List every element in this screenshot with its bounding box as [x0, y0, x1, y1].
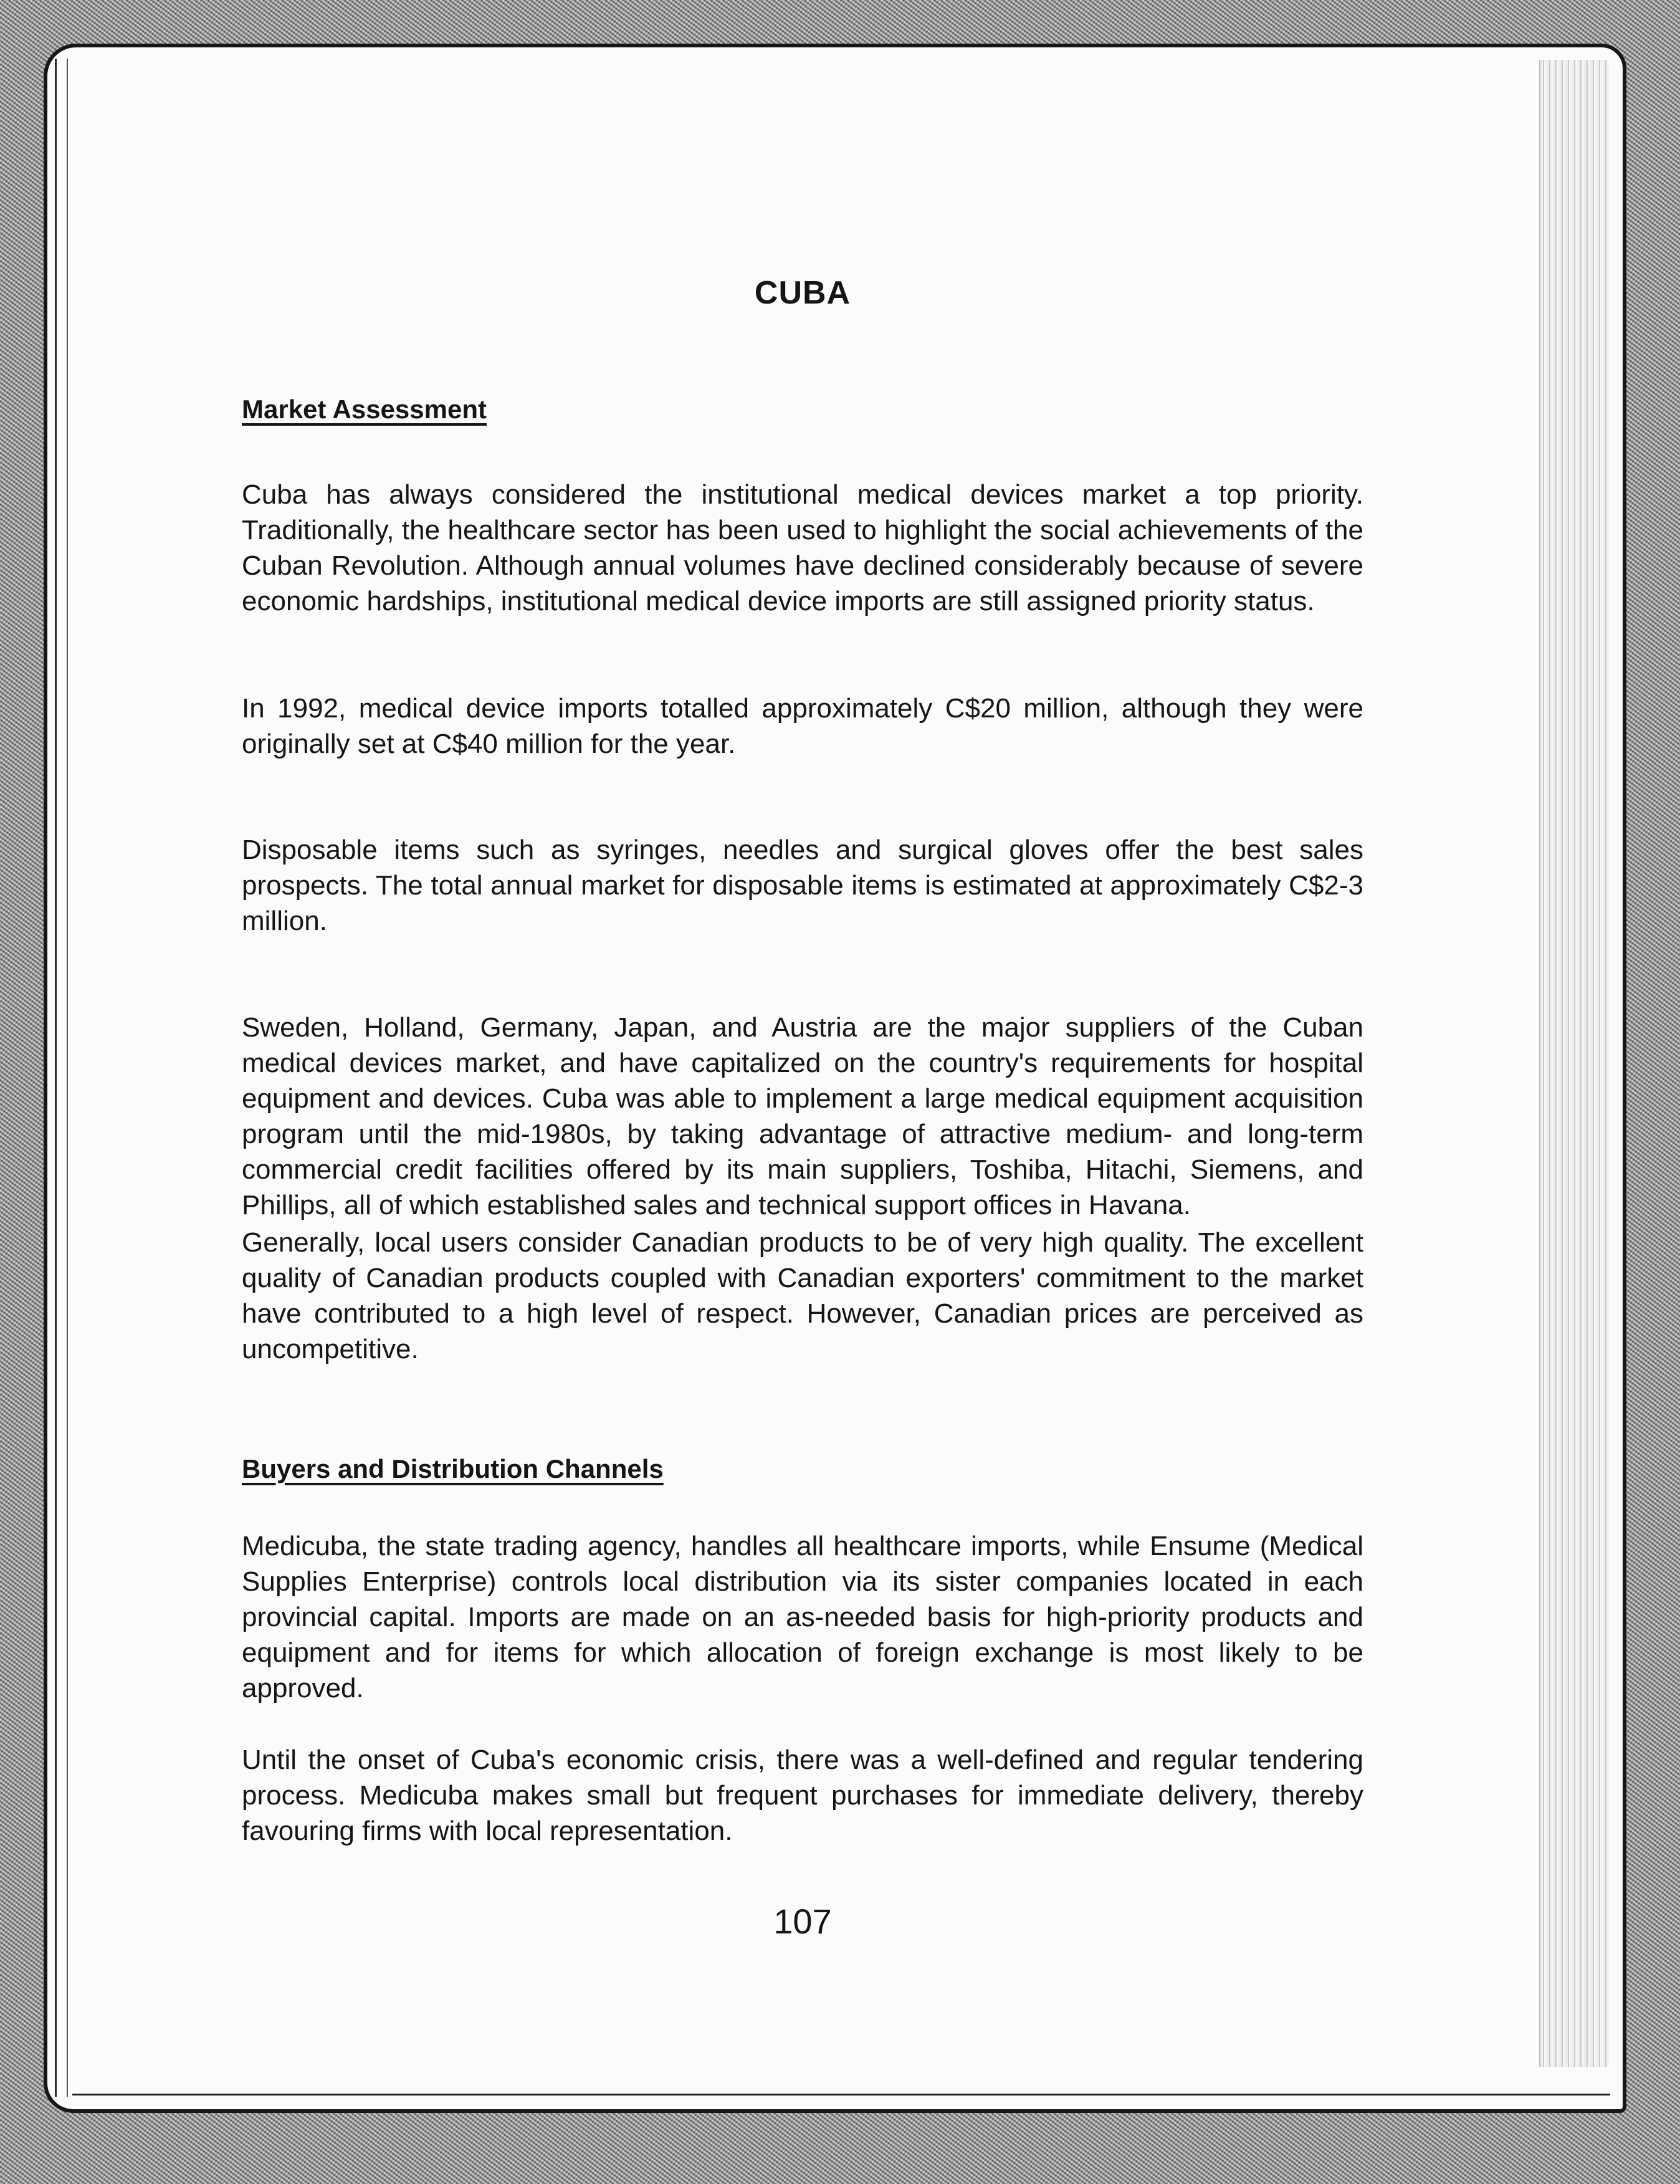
paragraph: Cuba has always considered the institutional medical devices market a top priority. Traditionally, the healthcare sector has been used to highlight the social achievements of the Cuban Revolution. Although annual volumes have declined considerably because of severe economic hardships, institutional medical device imports are still assigned priority status.	[242, 479, 1363, 616]
page-stack-edge	[1539, 60, 1609, 2067]
page-bottom-edge	[72, 2094, 1610, 2104]
paragraph: Medicuba, the state trading agency, handles all healthcare imports, while Ensume (Medical Supplies Enterprise) controls local distribution via its sister companies located in each provincial capital. Imports are made on an as-needed basis for high-priority products and equipment and for items for which allocation of foreign exchange is most likely to be approved.	[242, 1531, 1363, 1703]
paragraph: Until the onset of Cuba's economic crisis, there was a well-defined and regular tendering process. Medicuba makes small but frequent purchases for immediate delivery, thereby favouring firms with local representation.	[242, 1745, 1363, 1846]
paragraph: Sweden, Holland, Germany, Japan, and Austria are the major suppliers of the Cuban medical devices market, and have capitalized on the country's requirements for hospital equipment and devices. Cuba was able to implement a large medical equipment acquisition program until the mid-1980s, by taking advantage of attractive medium- and long-term commercial credit facilities offered by its main suppliers, Toshiba, Hitachi, Siemens, and Phillips, all of which established sales and technical support offices in Havana.	[242, 1012, 1363, 1220]
paragraph: Generally, local users consider Canadian products to be of very high quality. The excellent quality of Canadian products coupled with Canadian exporters' commitment to the market have contributed to a high level of respect. However, Canadian prices are perceived as uncompetitive.	[242, 1227, 1363, 1364]
section-heading-market-assessment: Market Assessment	[242, 395, 487, 424]
page-number: 107	[773, 1902, 832, 1941]
paragraph: In 1992, medical device imports totalled approximately C$20 million, although they were originally set at C$40 million for the year.	[242, 693, 1363, 759]
book-spine	[55, 59, 68, 2097]
section-heading-buyers-distribution: Buyers and Distribution Channels	[242, 1454, 664, 1483]
paragraph: Disposable items such as syringes, needles and surgical gloves offer the best sales prospects. The total annual market for disposable items is estimated at approximately C$2-3 million.	[242, 835, 1363, 936]
page-title: CUBA	[754, 275, 851, 311]
